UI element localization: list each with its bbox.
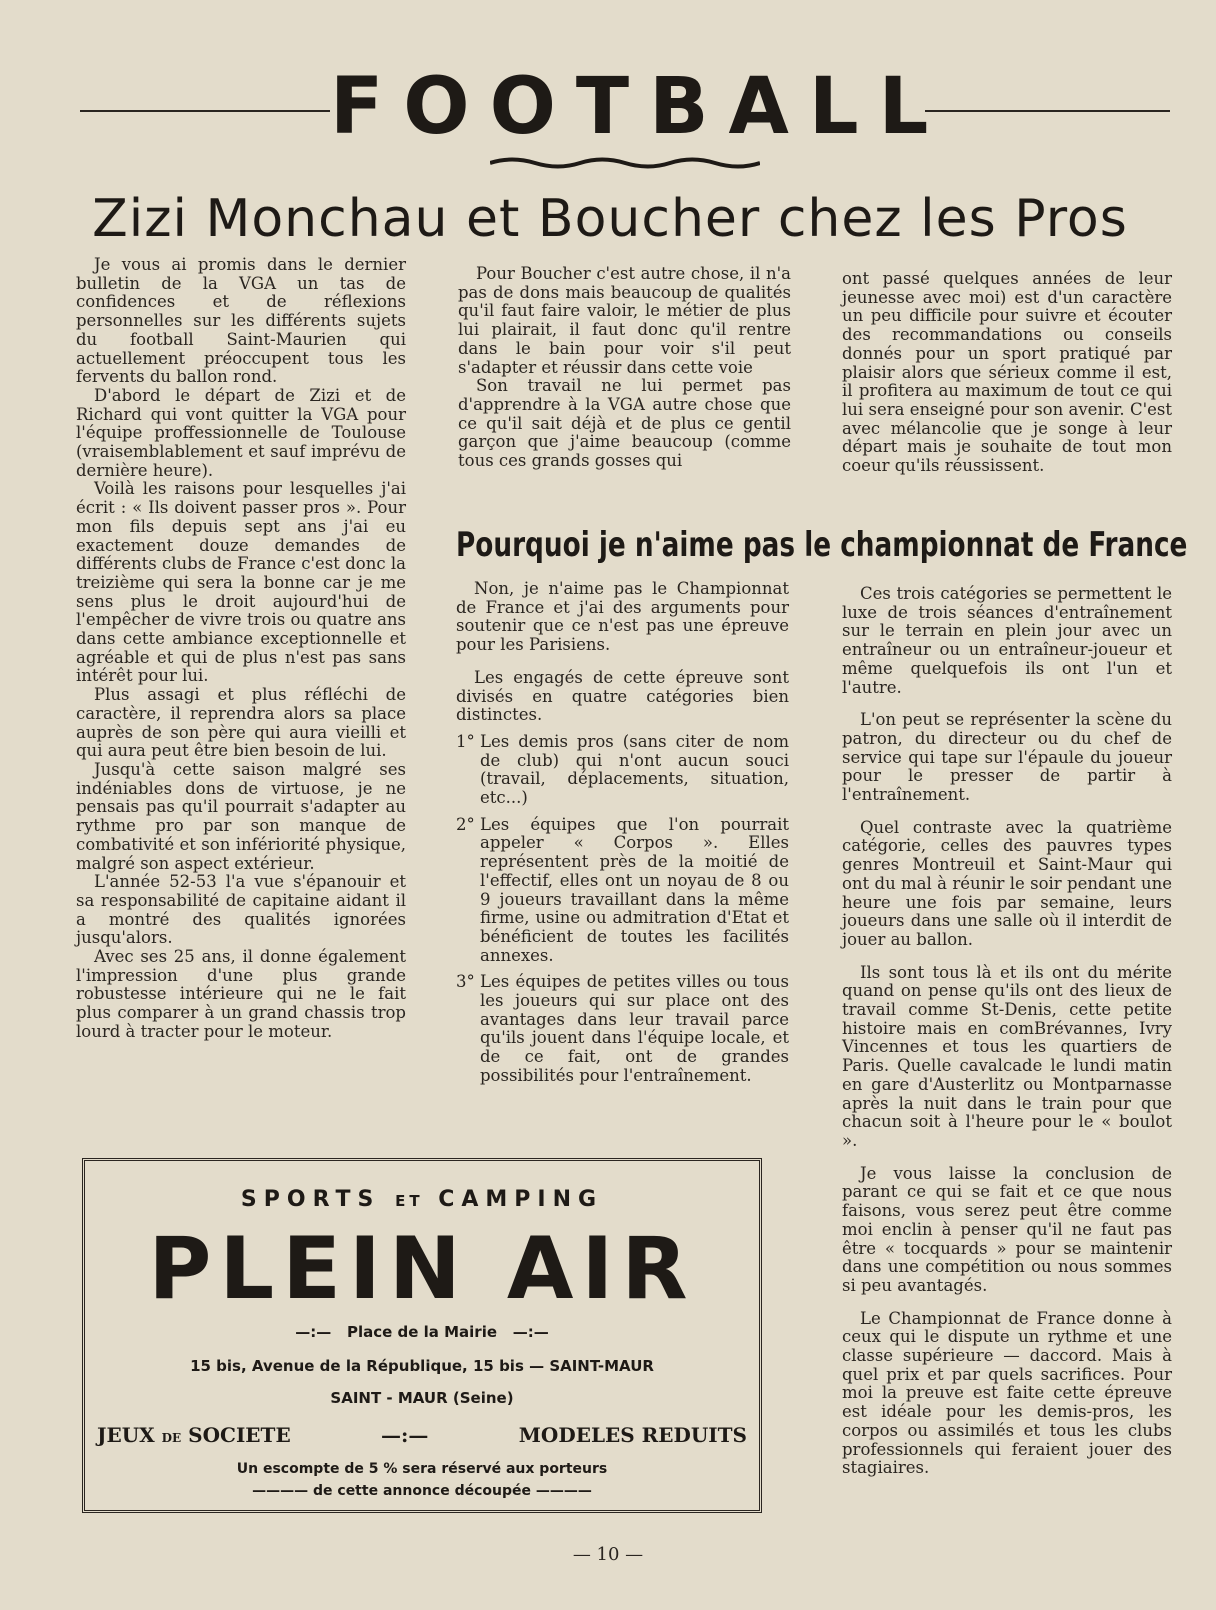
paragraph: ont passé quelques années de leur jeunesse avec moi) est d'un caractère un peu difficile pour suivre et écouter des recommandations ou conseils donnés pour un sport pratiqué par plaisir alors que sérieux comme il est, il profitera au maximum de tout ce qui lui sera enseigné pour son avenir. C'est avec mélancolie que je songe à leur départ mais je souhaite de tout mon coeur qu'ils réussissent. (842, 269, 1172, 476)
paragraph: Je vous ai promis dans le dernier bulletin de la VGA un tas de confidences et de réflexions personnelles sur les différents sujets du football Saint-Maurien qui actuellement préoccupent tous les fervents du ballon rond. (76, 255, 406, 387)
masthead-rule-right (925, 110, 1170, 112)
paragraph: Le Championnat de France donne à ceux qui le dispute un rythme et une classe supérieure — daccord. Mais à quel prix et par quels sacrifices. Pour moi la preuve est faite cette épreuve est idéale pour les demis-pros, les corpos ou assimilés et tous les clubs professionnels qui feraient jouer des stagiaires. (842, 1308, 1172, 1478)
list-item (456, 816, 789, 966)
article2-title: Pourquoi je n'aime pas le championnat de France (456, 525, 1188, 565)
masthead (80, 62, 1170, 152)
ad-city: SAINT - MAUR (Seine) (330, 1389, 514, 1407)
paragraph: Avec ses 25 ans, il donne également l'impression d'une plus grande robustesse intérieure qui ne le fait plus comparer à un grand chassis trop lourd à tracter pour le moteur. (76, 947, 406, 1041)
ad-left-item (97, 1423, 291, 1447)
paragraph: Quel contraste avec la quatrième catégorie, celles des pauvres types genres Montreuil et Saint-Maur qui ont du mal à réunir le soir pendant une heure une fois par semaine, leurs joueurs dans une salle où il interdit de jouer au ballon. (842, 817, 1172, 949)
ad-right-item: MODELES REDUITS (518, 1423, 747, 1447)
paragraph: Voilà les raisons pour lesquelles j'ai écrit : « Ils doivent passer pros ». Pour mon fils depuis sept ans j'ai eu exactement douze demandes de différents clubs de France c'est donc la treizième qui sera la bonne car je me sens plus le droit aujourd'hui de l'empêcher de vivre trois ou quatre ans dans cette ambiance exceptionnelle et agréable et qui de plus n'est pas sans intérêt pour lui. (76, 479, 406, 686)
ad-brand: PLEIN AIR (148, 1219, 696, 1319)
ad-kicker-right: CAMPING (438, 1187, 604, 1212)
paragraph: Son travail ne lui permet pas d'apprendre à la VGA autre chose que ce qu'il sait déjà et de plus ce gentil garçon que j'aime beaucoup (comme tous ces grands gosses qui (458, 376, 791, 471)
list-number: 1° (456, 731, 475, 751)
paragraph: Pour Boucher c'est autre chose, il n'a pas de dons mais beaucoup de qualités qu'il faut faire valoir, le métier de plus lui plairait, il faut donc qu'il rentre dans le bain pour voir s'il peut s'adapter et réussir dans cette voie (458, 264, 791, 377)
paragraph: Ces trois catégories se permettent le luxe de trois séances d'entraînement sur le terrain en plein jour avec un entraîneur ou un entraîneur-joueur et même quelquefois ils ont l'un et l'autre. (842, 584, 1172, 697)
article1-column-3 (842, 270, 1172, 476)
paragraph: D'abord le départ de Zizi et de Richard qui vont quitter la VGA pour l'équipe proffessionnelle de Toulouse (vraisemblablement et sauf imprévu de dernière heure). (76, 385, 406, 480)
ad-left-item-b: DE (161, 1431, 182, 1445)
ad-left-item-c: SOCIETE (188, 1423, 291, 1447)
masthead-rule-left (80, 110, 330, 112)
list-text: Les demis pros (sans citer de nom de club) qui n'ont aucun souci (travail, déplacements, situation, etc...) (480, 731, 789, 808)
ad-offer-line2: ———— de cette annonce découpée ———— (252, 1483, 592, 1499)
paragraph: Non, je n'aime pas le Championnat de France et j'ai des arguments pour soutenir que ce n'est pas une épreuve pour les Parisiens. (456, 579, 789, 655)
paragraph: Ils sont tous là et ils ont du mérite quand on pense qu'ils ont des lieux de travail comme St-Denis, cette petite histoire mais en comBrévannes, Ivry Vincennes et tous les quartiers de Paris. Quelle cavalcade le lundi matin en gare d'Austerlitz ou Montparnasse après la nuit dans le train pour que chacun soit à l'heure pour le « boulot ». (842, 962, 1172, 1150)
advertisement-box (82, 1158, 762, 1513)
paragraph: Plus assagi et plus réfléchi de caractère, il reprendra alors sa place auprès de son père qui aura vieilli et qui aura peut être bien besoin de lui. (76, 685, 406, 761)
article1-column-1 (76, 256, 406, 1042)
ad-address: 15 bis, Avenue de la République, 15 bis — SAINT-MAUR (190, 1357, 654, 1375)
ad-left-item-a: JEUX (97, 1423, 155, 1447)
section-title: FOOTBALL (330, 62, 949, 152)
list-text: Les équipes de petites villes ou tous les joueurs qui sur place ont des avantages dans leur travail parce qu'ils jouent dans l'équipe locale, et de ce fait, ont de grandes possibilités pour l'entraînement. (480, 972, 789, 1085)
list-item (456, 973, 789, 1085)
ad-place: —:— Place de la Mairie —:— (295, 1323, 549, 1341)
list-item (456, 733, 789, 808)
paragraph: Jusqu'à cette saison malgré ses indéniables dons de virtuose, je ne pensais pas qu'il pourrait s'adapter au rythme pro par son manque de combativité et son infériorité physique, malgré son aspect extérieur. (76, 759, 406, 873)
ad-offer-line1: Un escompte de 5 % sera réservé aux porteurs (236, 1461, 608, 1477)
list-text: Les équipes que l'on pourrait appeler « Corpos ». Elles représentent près de la moitié de l'effectif, elles ont un noyau de 8 ou 9 joueurs travaillant dans la même firme, usine ou admitration d'Etat et bénéficient de toutes les facilités annexes. (480, 814, 789, 965)
article-headline: Zizi Monchau et Boucher chez les Pros (92, 189, 1128, 249)
ad-place-text: Place de la Mairie (346, 1323, 498, 1341)
article2-column-1 (456, 580, 789, 1086)
page-number: — 10 — (572, 1544, 644, 1565)
article2-column-2 (842, 585, 1172, 1478)
paragraph: Je vous laisse la conclusion de parant ce qui se fait et ce que nous faisons, vous serez peut être comme moi enclin à penser qu'il ne faut pas être « tocquards » pour se maintenir dans une compétition ou nous sommes si peu avantagés. (842, 1163, 1172, 1295)
ad-items-row (97, 1423, 747, 1447)
list-number: 2° (456, 814, 475, 834)
paragraph: L'on peut se représenter la scène du patron, du directeur ou du chef de service qui tape sur l'épaule du joueur pour le presser de partir à l'entraînement. (842, 710, 1172, 805)
ad-kicker (85, 1187, 759, 1212)
ad-kicker-left: SPORTS (240, 1187, 381, 1212)
paragraph: L'année 52-53 l'a vue s'épanouir et sa responsabilité de capitaine aidant il a montré des qualités ignorées jusqu'alors. (76, 872, 406, 948)
list-number: 3° (456, 972, 475, 992)
article1-column-2 (458, 265, 791, 471)
wave-ornament (490, 156, 760, 170)
ad-kicker-mid: ET (395, 1192, 424, 1210)
paragraph: Les engagés de cette épreuve sont divisés en quatre catégories bien distinctes. (456, 667, 789, 725)
ad-offer-line2-text: de cette annonce découpée (313, 1483, 531, 1499)
ad-separator: —:— (381, 1423, 429, 1447)
